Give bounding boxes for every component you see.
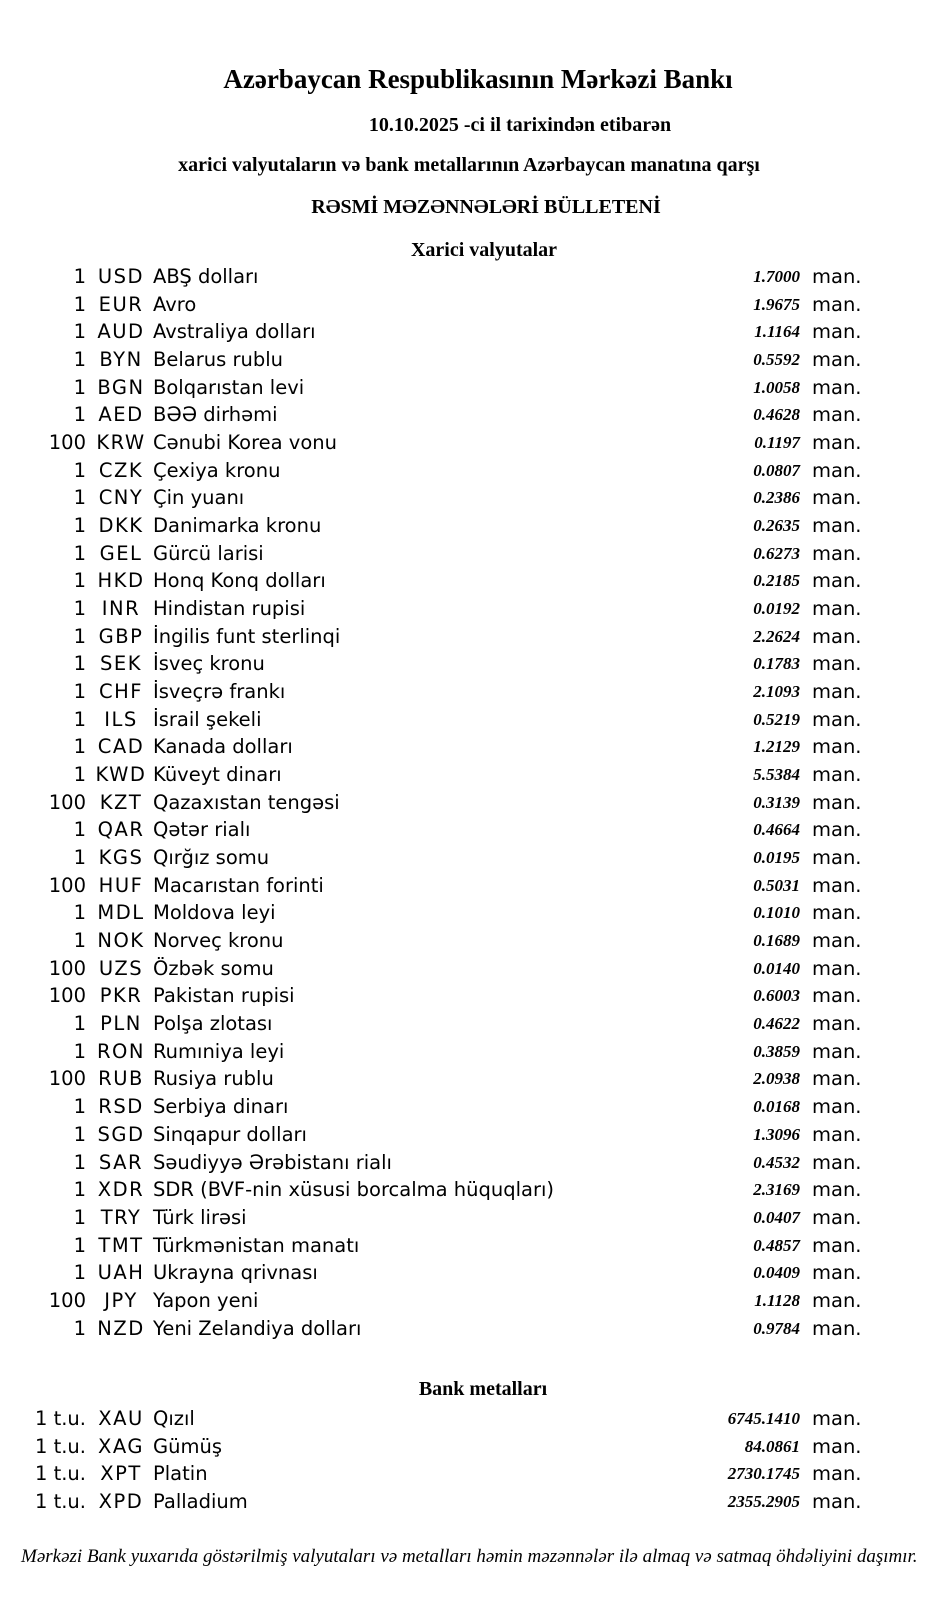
row-rate: 0.6003: [753, 986, 800, 1006]
row-unit-label: man.: [812, 707, 862, 731]
table-row: [0, 567, 939, 595]
row-unit-label: man.: [812, 348, 862, 372]
row-currency-code: BYN: [99, 348, 143, 372]
row-unit-label: man.: [812, 652, 862, 676]
row-currency-name: Türkmənistan manatı: [153, 1233, 360, 1257]
row-currency-name: Qızıl: [153, 1407, 195, 1430]
row-unit-label: man.: [812, 846, 862, 870]
table-row: [0, 1121, 939, 1149]
row-rate: 2.1093: [753, 682, 800, 702]
row-quantity: 1 t.u.: [34, 1407, 86, 1430]
row-rate: 2.3169: [753, 1180, 800, 1200]
table-row: [0, 1093, 939, 1121]
table-row: [0, 484, 939, 512]
row-currency-code: XDR: [97, 1178, 145, 1202]
page-title: Azərbaycan Respublikasının Mərkəzi Bankı: [223, 64, 733, 94]
row-rate: 0.4532: [753, 1152, 800, 1172]
row-currency-code: XPD: [98, 1490, 144, 1514]
table-row: [0, 927, 939, 955]
row-currency-name: Rusiya rublu: [153, 1067, 274, 1091]
table-row: [0, 457, 939, 485]
row-currency-code: EUR: [98, 292, 144, 316]
table-row: [0, 1488, 939, 1516]
row-quantity: 100: [48, 984, 86, 1008]
row-rate: 84.0861: [744, 1436, 800, 1456]
row-quantity: 1: [73, 1316, 86, 1340]
row-currency-code: DKK: [98, 514, 144, 538]
row-currency-name: Qətər rialı: [153, 818, 251, 842]
row-quantity: 1: [73, 320, 86, 344]
row-currency-name: Polşa zlotası: [153, 1012, 273, 1036]
table-row: [0, 1405, 939, 1433]
row-rate: 0.0407: [753, 1207, 800, 1227]
row-unit-label: man.: [812, 1462, 862, 1486]
row-currency-code: SAR: [98, 1150, 144, 1174]
row-rate: 1.0058: [753, 377, 800, 397]
row-rate: 0.1010: [753, 903, 800, 923]
row-quantity: 1: [73, 1261, 86, 1285]
metals-table: [0, 1405, 939, 1516]
row-quantity: 100: [48, 956, 86, 980]
row-rate: 0.4664: [753, 820, 800, 840]
row-currency-name: Kanada dolları: [153, 735, 293, 759]
row-currency-code: RUB: [98, 1067, 144, 1091]
table-row: [0, 816, 939, 844]
row-currency-name: SDR (BVF-nin xüsusi borcalma hüquqları): [153, 1178, 555, 1202]
row-rate: 0.0140: [753, 958, 800, 978]
row-quantity: 1: [73, 569, 86, 593]
row-rate: 5.5384: [753, 765, 800, 785]
row-currency-code: CNY: [98, 486, 144, 510]
row-currency-name: Serbiya dinarı: [153, 1095, 289, 1119]
row-currency-name: Platin: [153, 1462, 208, 1486]
table-row: [0, 595, 939, 623]
row-currency-code: XAU: [98, 1407, 144, 1430]
table-row: [0, 1149, 939, 1177]
row-unit-label: man.: [812, 569, 862, 593]
row-rate: 1.7000: [753, 267, 800, 286]
row-currency-code: MDL: [97, 901, 145, 925]
row-unit-label: man.: [812, 818, 862, 842]
row-rate: 0.5592: [753, 350, 800, 370]
row-rate: 0.3139: [753, 792, 800, 812]
row-unit-label: man.: [812, 541, 862, 565]
row-unit-label: man.: [812, 763, 862, 787]
row-currency-code: RON: [97, 1039, 145, 1063]
row-currency-code: AED: [98, 403, 144, 427]
row-currency-name: Qazaxıstan tengəsi: [153, 790, 340, 814]
row-unit-label: man.: [812, 1012, 862, 1036]
row-currency-code: ILS: [104, 707, 138, 731]
row-currency-name: Çin yuanı: [153, 486, 245, 510]
row-currency-code: CAD: [97, 735, 145, 759]
row-quantity: 1 t.u.: [34, 1434, 86, 1458]
row-quantity: 1: [73, 929, 86, 953]
row-currency-code: BGN: [97, 375, 145, 399]
table-row: [0, 1176, 939, 1204]
table-row: [0, 1065, 939, 1093]
table-row: [0, 1433, 939, 1461]
row-unit-label: man.: [812, 1490, 862, 1514]
row-currency-name: Honq Konq dolları: [153, 569, 326, 593]
row-currency-name: Belarus rublu: [153, 348, 284, 372]
table-row: [0, 1259, 939, 1287]
row-currency-name: Pakistan rupisi: [153, 984, 295, 1008]
table-row: [0, 1232, 939, 1260]
row-currency-code: KGS: [98, 846, 144, 870]
row-unit-label: man.: [812, 624, 862, 648]
row-quantity: 1: [73, 514, 86, 538]
row-rate: 2.2624: [753, 626, 800, 646]
row-currency-code: HKD: [97, 569, 145, 593]
row-rate: 1.1128: [754, 1290, 800, 1310]
table-row: [0, 1038, 939, 1066]
row-currency-name: Rumıniya leyi: [153, 1039, 285, 1063]
table-row: [0, 982, 939, 1010]
row-currency-name: Avro: [153, 292, 197, 316]
row-unit-label: man.: [812, 984, 862, 1008]
row-unit-label: man.: [812, 735, 862, 759]
table-row: [0, 263, 939, 291]
row-currency-name: İsveç kronu: [153, 652, 265, 676]
row-currency-name: Hindistan rupisi: [153, 597, 306, 621]
row-currency-code: NZD: [97, 1316, 145, 1340]
row-quantity: 1: [73, 624, 86, 648]
row-unit-label: man.: [812, 597, 862, 621]
row-quantity: 100: [48, 1067, 86, 1091]
row-quantity: 1: [73, 846, 86, 870]
row-rate: 2730.1745: [727, 1464, 800, 1484]
row-rate: 0.4628: [753, 405, 800, 425]
row-currency-name: Gürcü larisi: [153, 541, 264, 565]
row-quantity: 1: [73, 1178, 86, 1202]
table-row: [0, 1204, 939, 1232]
row-currency-name: İsveçrə frankı: [153, 680, 286, 704]
table-row: [0, 512, 939, 540]
table-row: [0, 318, 939, 346]
row-unit-label: man.: [812, 1434, 862, 1458]
table-row: [0, 429, 939, 457]
row-rate: 0.9784: [753, 1318, 800, 1338]
row-unit-label: man.: [812, 403, 862, 427]
row-currency-code: KWD: [95, 763, 147, 787]
row-quantity: 1: [73, 265, 86, 288]
row-quantity: 100: [48, 873, 86, 897]
row-rate: 0.6273: [753, 543, 800, 563]
table-row: [0, 1010, 939, 1038]
row-currency-name: Avstraliya dolları: [153, 320, 316, 344]
table-row: [0, 346, 939, 374]
table-row: [0, 1460, 939, 1488]
row-currency-name: Danimarka kronu: [153, 514, 322, 538]
row-currency-code: SEK: [100, 652, 142, 676]
row-quantity: 1: [73, 735, 86, 759]
row-rate: 0.2386: [753, 488, 800, 508]
table-row: [0, 872, 939, 900]
row-rate: 0.1783: [753, 654, 800, 674]
row-quantity: 1: [73, 1122, 86, 1146]
row-currency-code: NOK: [97, 929, 145, 953]
row-unit-label: man.: [812, 1039, 862, 1063]
table-row: [0, 955, 939, 983]
row-currency-code: UZS: [98, 956, 144, 980]
row-unit-label: man.: [812, 375, 862, 399]
row-currency-code: TMT: [98, 1233, 144, 1257]
row-quantity: 1: [73, 403, 86, 427]
row-unit-label: man.: [812, 956, 862, 980]
currencies-table: [0, 263, 939, 1342]
row-rate: 0.5219: [753, 709, 800, 729]
row-currency-name: ABŞ dolları: [153, 265, 259, 288]
metals-section-heading: Bank metalları: [418, 1378, 548, 1400]
row-currency-name: Cənubi Korea vonu: [153, 431, 337, 455]
row-rate: 0.1689: [753, 931, 800, 951]
row-quantity: 100: [48, 790, 86, 814]
row-unit-label: man.: [812, 929, 862, 953]
row-currency-code: JPY: [104, 1288, 138, 1312]
table-row: [0, 899, 939, 927]
row-quantity: 1 t.u.: [34, 1462, 86, 1486]
row-currency-code: INR: [101, 597, 141, 621]
row-unit-label: man.: [812, 514, 862, 538]
row-rate: 1.3096: [753, 1124, 800, 1144]
table-row: [0, 733, 939, 761]
row-currency-name: Qırğız somu: [153, 846, 270, 870]
row-currency-code: GBP: [98, 624, 144, 648]
table-row: [0, 623, 939, 651]
row-currency-name: Palladium: [153, 1490, 248, 1514]
table-row: [0, 844, 939, 872]
footer-note: Mərkəzi Bank yuxarıda göstərilmiş valyutaları və metalları həmin məzənnələr ilə almaq və satmaq öhdəliyini daşımır.: [21, 1546, 918, 1567]
row-rate: 0.0807: [753, 460, 800, 480]
row-rate: 0.4857: [753, 1235, 800, 1255]
row-rate: 0.3859: [753, 1041, 800, 1061]
row-quantity: 1: [73, 375, 86, 399]
table-row: [0, 789, 939, 817]
row-currency-code: GEL: [99, 541, 143, 565]
row-currency-code: HUF: [98, 873, 144, 897]
row-unit-label: man.: [812, 1067, 862, 1091]
row-quantity: 1: [73, 292, 86, 316]
row-currency-name: Norveç kronu: [153, 929, 284, 953]
table-row: [0, 761, 939, 789]
row-currency-name: Moldova leyi: [153, 901, 276, 925]
row-currency-code: KZT: [99, 790, 143, 814]
row-currency-code: AUD: [97, 320, 145, 344]
row-unit-label: man.: [812, 1178, 862, 1202]
row-currency-name: Sinqapur dolları: [153, 1122, 307, 1146]
row-unit-label: man.: [812, 1316, 862, 1340]
row-rate: 0.0409: [753, 1263, 800, 1283]
row-quantity: 1: [73, 597, 86, 621]
row-unit-label: man.: [812, 680, 862, 704]
row-unit-label: man.: [812, 1407, 862, 1430]
row-unit-label: man.: [812, 901, 862, 925]
table-row: [0, 1287, 939, 1315]
table-row: [0, 1315, 939, 1343]
row-rate: 0.0195: [753, 848, 800, 868]
row-rate: 1.1164: [754, 322, 800, 342]
row-currency-code: CZK: [98, 458, 144, 482]
row-currency-name: BƏƏ dirhəmi: [153, 403, 278, 427]
row-currency-code: SGD: [97, 1122, 145, 1146]
row-unit-label: man.: [812, 873, 862, 897]
row-quantity: 1: [73, 348, 86, 372]
row-rate: 0.2635: [753, 516, 800, 536]
row-quantity: 1: [73, 458, 86, 482]
row-unit-label: man.: [812, 1288, 862, 1312]
table-row: [0, 401, 939, 429]
row-unit-label: man.: [812, 458, 862, 482]
row-unit-label: man.: [812, 1150, 862, 1174]
row-unit-label: man.: [812, 1205, 862, 1229]
row-currency-name: Küveyt dinarı: [153, 763, 282, 787]
row-unit-label: man.: [812, 1261, 862, 1285]
row-currency-name: Bolqarıstan levi: [153, 375, 305, 399]
row-unit-label: man.: [812, 320, 862, 344]
row-rate: 0.0192: [753, 599, 800, 619]
row-currency-name: Gümüş: [153, 1434, 222, 1458]
table-row: [0, 540, 939, 568]
row-rate: 0.0168: [753, 1097, 800, 1117]
row-unit-label: man.: [812, 1233, 862, 1257]
row-currency-name: Səudiyyə Ərəbistanı rialı: [153, 1150, 392, 1174]
table-row: [0, 678, 939, 706]
row-currency-name: İngilis funt sterlinqi: [153, 624, 341, 648]
page-subtitle: xarici valyutaların və bank metallarının Azərbaycan manatına qarşı: [178, 154, 760, 176]
row-quantity: 1: [73, 1095, 86, 1119]
table-row: [0, 291, 939, 319]
row-unit-label: man.: [812, 486, 862, 510]
currencies-section-heading: Xarici valyutalar: [410, 239, 558, 261]
row-rate: 1.2129: [753, 737, 800, 757]
row-quantity: 1: [73, 1012, 86, 1036]
row-quantity: 100: [48, 431, 86, 455]
row-currency-code: UAH: [97, 1261, 145, 1285]
row-currency-name: İsrail şekeli: [153, 707, 262, 731]
table-row: [0, 650, 939, 678]
row-currency-code: TRY: [100, 1205, 142, 1229]
row-quantity: 1: [73, 541, 86, 565]
row-currency-name: Ukrayna qrivnası: [153, 1261, 318, 1285]
row-quantity: 1 t.u.: [34, 1490, 86, 1514]
bulletin-heading: RƏSMİ MƏZƏNNƏLƏRİ BÜLLETENİ: [311, 196, 661, 218]
row-currency-name: Çexiya kronu: [153, 458, 281, 482]
row-unit-label: man.: [812, 431, 862, 455]
row-currency-code: USD: [97, 265, 145, 288]
row-quantity: 1: [73, 486, 86, 510]
row-rate: 2355.2905: [727, 1492, 800, 1512]
row-currency-code: CHF: [99, 680, 143, 704]
row-unit-label: man.: [812, 265, 862, 288]
row-currency-code: PLN: [100, 1012, 142, 1036]
row-quantity: 1: [73, 1150, 86, 1174]
row-rate: 1.9675: [753, 294, 800, 314]
effective-date-line: 10.10.2025 -ci il tarixindən etibarən: [368, 114, 672, 136]
table-row: [0, 706, 939, 734]
row-currency-code: PKR: [99, 984, 143, 1008]
row-quantity: 1: [73, 901, 86, 925]
row-rate: 0.5031: [753, 875, 800, 895]
row-currency-code: QAR: [97, 818, 145, 842]
row-currency-name: Yapon yeni: [153, 1288, 259, 1312]
row-rate: 6745.1410: [727, 1409, 800, 1428]
row-rate: 0.2185: [753, 571, 800, 591]
row-quantity: 1: [73, 652, 86, 676]
row-currency-name: Yeni Zelandiya dolları: [153, 1316, 362, 1340]
row-rate: 2.0938: [753, 1069, 800, 1089]
row-currency-name: Macarıstan forinti: [153, 873, 324, 897]
row-currency-code: KRW: [96, 431, 146, 455]
table-row: [0, 374, 939, 402]
row-quantity: 1: [73, 707, 86, 731]
row-quantity: 1: [73, 680, 86, 704]
row-currency-code: XPT: [100, 1462, 142, 1486]
row-currency-code: RSD: [98, 1095, 144, 1119]
row-quantity: 1: [73, 1039, 86, 1063]
row-quantity: 1: [73, 818, 86, 842]
row-quantity: 100: [48, 1288, 86, 1312]
row-unit-label: man.: [812, 292, 862, 316]
row-unit-label: man.: [812, 790, 862, 814]
row-quantity: 1: [73, 763, 86, 787]
row-currency-name: Türk lirəsi: [153, 1205, 247, 1229]
row-quantity: 1: [73, 1205, 86, 1229]
row-unit-label: man.: [812, 1122, 862, 1146]
row-currency-code: XAG: [98, 1434, 144, 1458]
row-quantity: 1: [73, 1233, 86, 1257]
row-unit-label: man.: [812, 1095, 862, 1119]
row-currency-name: Özbək somu: [153, 956, 274, 980]
row-rate: 0.4622: [753, 1014, 800, 1034]
row-rate: 0.1197: [754, 433, 800, 453]
